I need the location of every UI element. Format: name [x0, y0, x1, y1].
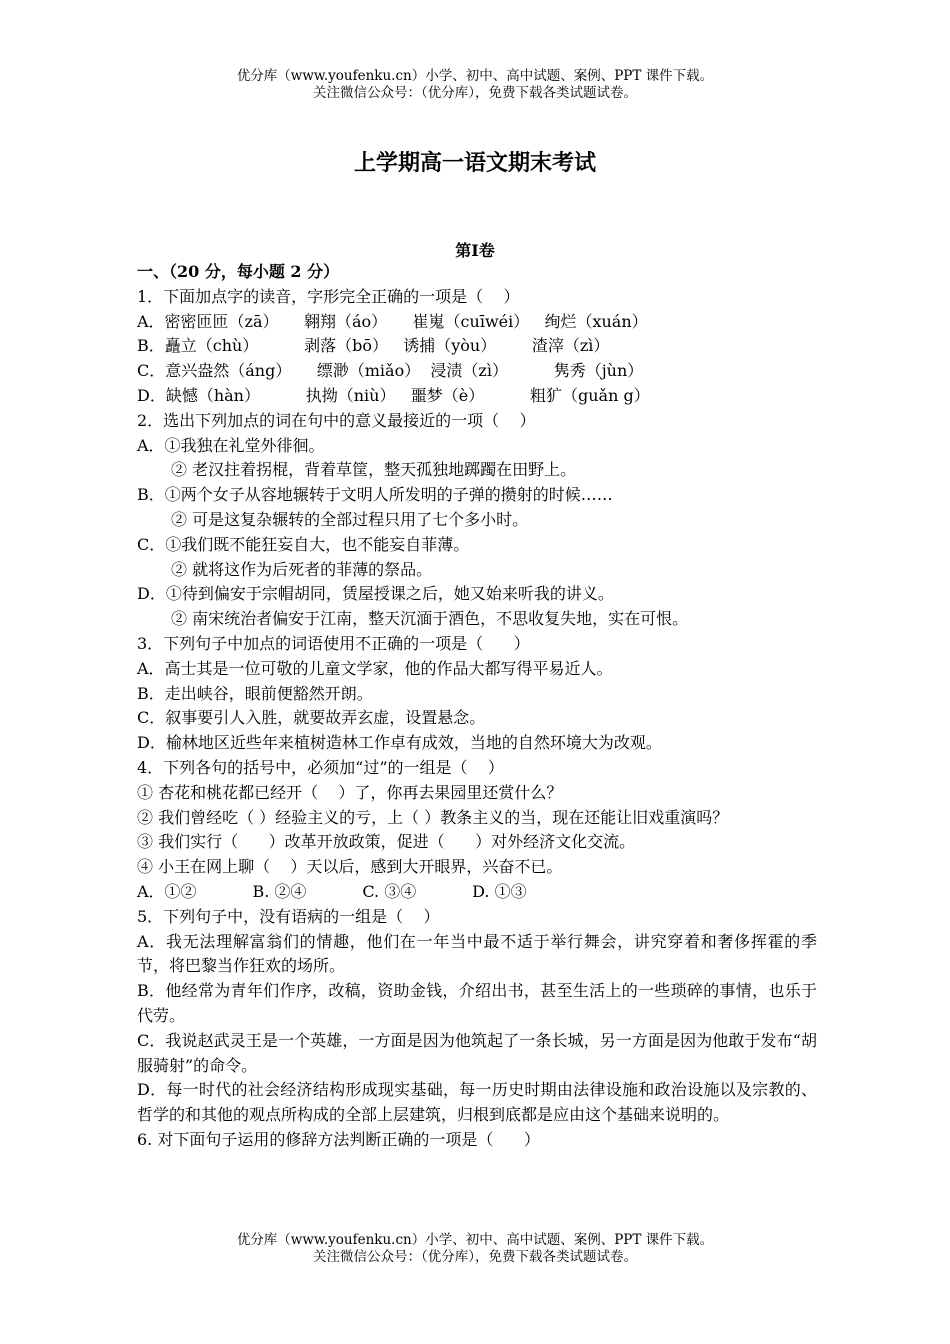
page-footer: [0, 1232, 950, 1266]
header-line-2: 关注微信公众号：（优分库），免费下载各类试题试卷。: [313, 85, 637, 101]
footer-line-1: 优分库（www.youfenku.cn）小学、初中、高中试题、案例、PPT 课件下载。: [236, 1232, 714, 1248]
question-3-option-c: C．叙事要引人入胜，就要故弄玄虚，设置悬念。: [137, 708, 486, 728]
question-2-option-c-1: C．①我们既不能狂妄自大，也不能妄自菲薄。: [137, 534, 470, 554]
question-1-stem: 1．下面加点字的读音，字形完全正确的一项是（ ）: [137, 286, 520, 306]
question-3-option-a: A．高士其是一位可敬的儿童文学家，他的作品大都写得平易近人。: [137, 658, 613, 678]
question-5-option-b: B．他经常为青年们作序，改稿，资助金钱，介绍出书，甚至生活上的一些琐碎的事情，也乐于代劳。: [137, 981, 817, 1025]
question-2-stem: 2．选出下列加点的词在句中的意义最接近的一项（ ）: [137, 410, 536, 430]
volume-heading: 第Ⅰ卷: [455, 241, 495, 260]
question-1-option-c: C．意兴盎然（áng） 缥渺（miǎo） 浸渍（zì） 隽秀（jùn）: [137, 361, 644, 381]
question-1-option-a: A．密密匝匝（zā） 翱翔（áo） 崔嵬（cuīwéi） 绚烂（xuán）: [137, 311, 648, 331]
footer-line-2: 关注微信公众号：（优分库），免费下载各类试题试卷。: [313, 1249, 637, 1265]
question-2-option-d-2: ② 南宋统治者偏安于江南，整天沉湎于酒色，不思收复失地，实在可恨。: [171, 609, 689, 629]
header-line-1: 优分库（www.youfenku.cn）小学、初中、高中试题、案例、PPT 课件下载。: [236, 68, 714, 84]
question-4-sentence-3: ③ 我们实行（ ）改革开放政策，促进（ ）对外经济文化交流。: [137, 832, 636, 852]
section-heading: 一、（20 分，每小题 2 分）: [137, 262, 340, 281]
question-2-option-d-1: D．①待到偏安于宗帽胡同，赁屋授课之后，她又始来听我的讲义。: [137, 584, 614, 604]
question-6-stem: 6. 对下面句子运用的修辞方法判断正确的一项是（ ）: [137, 1129, 540, 1149]
question-4-options: A．①② B. ②④ C. ③④ D. ①③: [137, 881, 527, 901]
question-5-option-c: C．我说赵武灵王是一个英雄，一方面是因为他筑起了一条长城，另一方面是因为他敢于发布“胡服骑射”的命令。: [137, 1030, 817, 1075]
question-2-option-a-2: ② 老汉拄着拐棍，背着草筐，整天孤独地踯躅在田野上。: [171, 460, 577, 480]
question-3-option-d: D．榆林地区近些年来植树造林工作卓有成效，当地的自然环境大为改观。: [137, 733, 662, 753]
question-4-sentence-2: ② 我们曾经吃（ ）经验主义的亏，上（ ）教条主义的当，现在还能让旧戏重演吗？: [137, 807, 729, 827]
question-2-option-b-1: B．①两个女子从容地辗转于文明人所发明的子弹的攒射的时候……: [137, 485, 613, 505]
question-5-option-d: D．每一时代的社会经济结构形成现实基础，每一历史时期由法律设施和政治设施以及宗教的、哲学的和其他的观点所构成的全部上层建筑，归根到底都是应由这个基础来说明的。: [137, 1080, 817, 1125]
question-2-option-c-2: ② 就将这作为后死者的菲薄的祭品。: [171, 559, 433, 579]
question-4-stem: 4．下列各句的括号中，必须加“过”的一组是（ ）: [137, 757, 504, 777]
page-header: [0, 68, 950, 102]
document-title: 上学期高一语文期末考试: [353, 151, 596, 176]
question-5-option-a: A．我无法理解富翁们的情趣，他们在一年当中最不适于举行舞会，讲究穿着和奢侈挥霍的季节，将巴黎当作狂欢的场所。: [137, 931, 817, 976]
exam-content: [137, 260, 817, 1153]
question-1-option-b: B．矗立（chù） 剥落（bō） 诱捕（yòu） 渣滓（zì）: [137, 336, 610, 356]
question-1-option-d: D．缺憾（hàn） 执拗（niù） 噩梦（è） 粗犷（guǎn g）: [137, 385, 650, 405]
question-2-option-a-1: A．①我独在礼堂外徘徊。: [137, 435, 325, 455]
question-3-option-b: B．走出峡谷，眼前便豁然开朗。: [137, 683, 373, 703]
question-4-sentence-4: ④ 小王在网上聊（ ）天以后，感到大开眼界，兴奋不已。: [137, 857, 563, 877]
question-3-stem: 3．下列句子中加点的词语使用不正确的一项是（ ）: [137, 633, 530, 653]
question-2-option-b-2: ② 可是这复杂辗转的全部过程只用了七个多小时。: [171, 509, 529, 529]
question-5-stem: 5．下列句子中，没有语病的一组是（ ）: [137, 906, 440, 926]
question-4-sentence-1: ① 杏花和桃花都已经开（ ）了，你再去果园里还赏什么？: [137, 782, 563, 802]
